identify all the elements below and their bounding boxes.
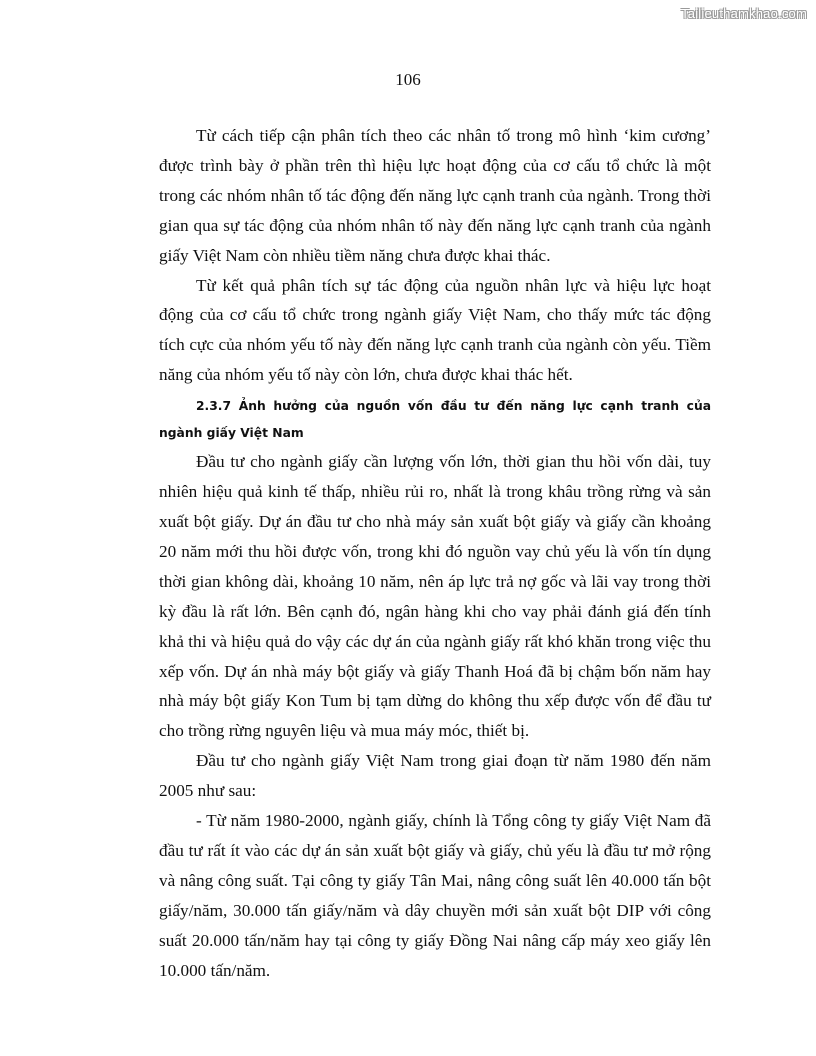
watermark-text: Tailieuthamkhao.com [681,6,807,21]
document-body [159,121,711,985]
paragraph-kim-cuong: Từ cách tiếp cận phân tích theo các nhân tố trong mô hình ‘kim cương’ được trình bày ở phần trên thì hiệu lực hoạt động của cơ cấu tổ chức là một trong các nhóm nhân tố tác động đến năng lực cạnh tranh của ngành. Trong thời gian qua sự tác động của nhóm nhân tố này đến năng lực cạnh tranh của ngành giấy Việt Nam còn nhiều tiềm năng chưa được khai thác. [159,126,711,265]
paragraph-giai-doan: Đầu tư cho ngành giấy Việt Nam trong giai đoạn từ năm 1980 đến năm 2005 như sau: [159,751,711,801]
page-number: 106 [395,70,421,89]
paragraph-nhan-luc: Từ kết quả phân tích sự tác động của nguồn nhân lực và hiệu lực hoạt động của cơ cấu tổ chức trong ngành giấy Việt Nam, cho thấy mức tác động tích cực của nhóm yếu tố này đến năng lực cạnh tranh của ngành còn yếu. Tiềm năng của nhóm yếu tố này còn lớn, chưa được khai thác hết. [159,275,711,385]
paragraph-dau-tu-von: Đầu tư cho ngành giấy cần lượng vốn lớn, thời gian thu hồi vốn dài, tuy nhiên hiệu quả kinh tế thấp, nhiều rủi ro, nhất là trong khâu trồng rừng và sản xuất bột giấy. Dự án đầu tư cho nhà máy sản xuất bột giấy và giấy cần khoảng 20 năm mới thu hồi được vốn, trong khi đó nguồn vay chủ yếu là vốn tín dụng thời gian không dài, khoảng 10 năm, nên áp lực trả nợ gốc và lãi vay trong thời kỳ đầu là rất lớn. Bên cạnh đó, ngân hàng khi cho vay phải đánh giá đến tính khả thi và hiệu quả do vậy các dự án của ngành giấy rất khó khăn trong việc thu xếp vốn. Dự án nhà máy bột giấy và giấy Thanh Hoá đã bị chậm bốn năm hay nhà máy bột giấy Kon Tum bị tạm dừng do không thu xếp được vốn để đầu tư cho trồng rừng nguyên liệu và mua máy móc, thiết bị. [159,452,711,741]
section-heading: 2.3.7 Ảnh hưởng của nguồn vốn đầu tư đến năng lực cạnh tranh của ngành giấy Việt Nam [159,399,711,440]
paragraph-1980-2000: - Từ năm 1980-2000, ngành giấy, chính là Tổng công ty giấy Việt Nam đã đầu tư rất ít vào các dự án sản xuất bột giấy và giấy, chủ yếu là đầu tư mở rộng và nâng công suất. Tại công ty giấy Tân Mai, nâng công suất lên 40.000 tấn bột giấy/năm, 30.000 tấn giấy/năm và dây chuyền mới sản xuất bột DIP với công suất 20.000 tấn/năm hay tại công ty giấy Đồng Nai nâng cấp máy xeo giấy lên 10.000 tấn/năm. [159,811,711,980]
